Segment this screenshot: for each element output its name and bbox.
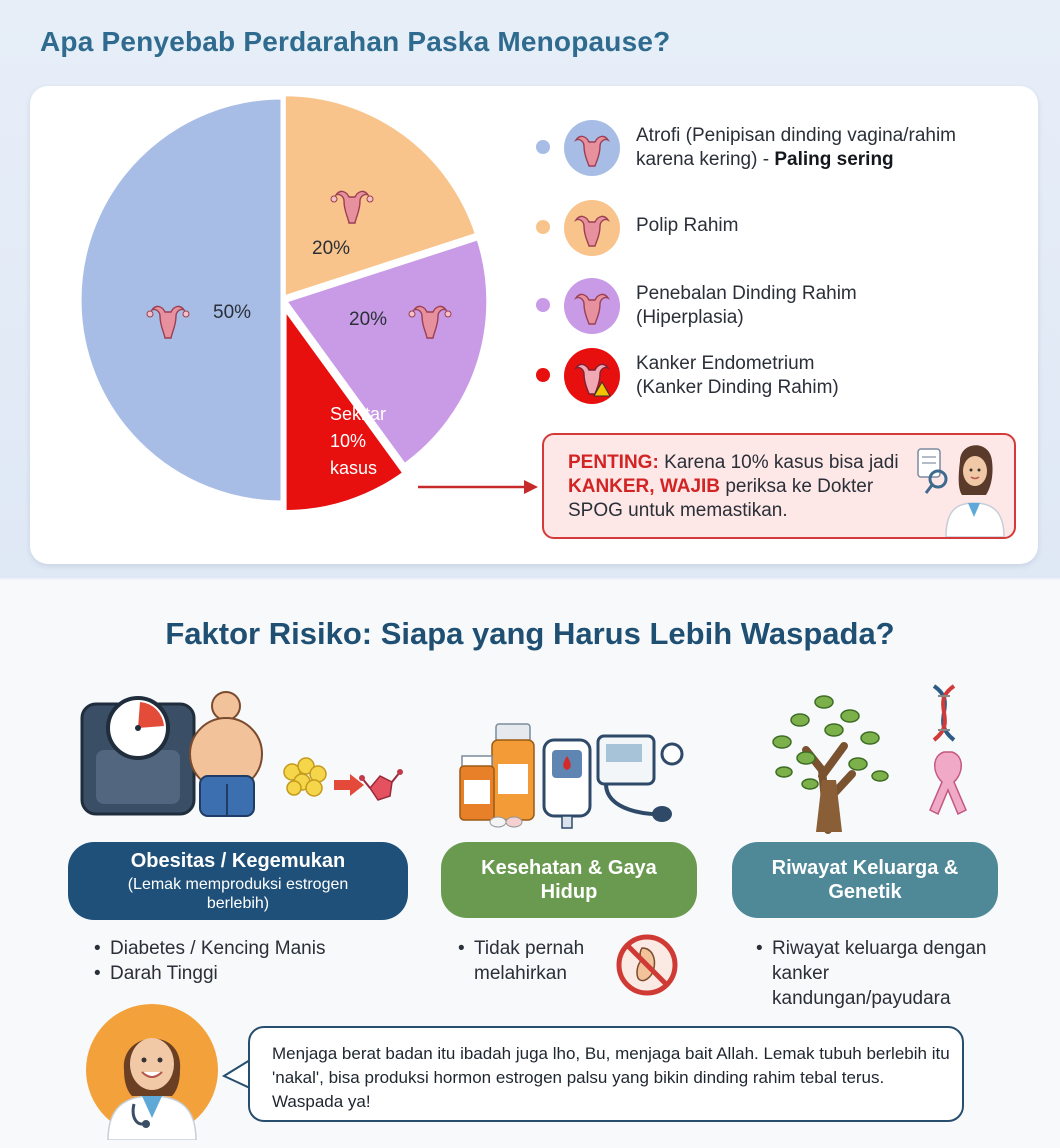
legend-item-kanker (536, 348, 839, 404)
legend-dot (536, 298, 550, 312)
pie-label-hiperplasia: 20% (349, 309, 388, 330)
risk-factors-section (0, 580, 1060, 1148)
overweight-person-icon (190, 692, 262, 816)
family-tree-icon (773, 696, 888, 832)
pill-obesitas-subtitle: (Lemak memproduksi estrogen berlebih) (127, 876, 349, 912)
fat-cells-icon (284, 758, 326, 796)
legend-text-kanker-1: Kanker Endometrium (636, 353, 815, 374)
weighing-scale-icon (82, 698, 194, 814)
warning-part1: Karena 10% kasus bisa jadi (664, 452, 899, 473)
no-pregnancy-icon (614, 932, 680, 998)
warning-text (568, 451, 928, 523)
pill-riwayat (732, 842, 998, 918)
causes-title: Apa Penyebab Perdarahan Paska Menopause? (40, 26, 671, 57)
legend-dot (536, 368, 550, 382)
legend-text-hiperplasia-2: (Hiperplasia) (636, 307, 744, 328)
pill-kesehatan (441, 842, 697, 918)
pink-ribbon-icon (930, 752, 966, 814)
medicine-bottles-icon (460, 724, 534, 827)
pie-label-kanker-1: Sekitar (330, 404, 387, 424)
uterus-icon (564, 200, 620, 256)
dna-icon (934, 686, 954, 740)
list-item: • Riwayat keluarga dengan kanker kandungan/payudara (752, 936, 1002, 1011)
warning-label: PENTING: (568, 452, 659, 473)
legend-label-polip: Polip Rahim (636, 215, 739, 236)
legend-dot (536, 140, 550, 154)
uterus-icon (564, 120, 620, 176)
doctor-icon (916, 433, 1008, 537)
pie-slices (80, 95, 488, 512)
risk-factors-title: Faktor Risiko: Siapa yang Harus Lebih Waspada? (165, 616, 895, 651)
list-item: • Tidak pernah melahirkan (454, 936, 604, 986)
legend-label-kanker (636, 348, 839, 400)
uterus-icon (564, 278, 620, 334)
pie-label-atrofi: 50% (213, 302, 252, 323)
arrow-head (524, 480, 538, 494)
doctor-avatar (84, 1000, 220, 1140)
kesehatan-bullets (454, 936, 604, 986)
obesity-illustration (78, 690, 408, 820)
pie-label-kanker-2: 10% (330, 431, 367, 451)
estrogen-molecule-icon (359, 769, 403, 800)
pill-obesitas (68, 842, 408, 920)
legend-text-kanker-2: (Kanker Dinding Rahim) (636, 377, 839, 398)
legend-item-atrofi (536, 120, 1006, 176)
legend-item-polip (536, 200, 738, 256)
family-genetics-illustration (760, 680, 980, 840)
legend-label-hiperplasia (636, 278, 857, 330)
speech-text: Menjaga berat badan itu ibadah juga lho, Bu, menjaga bait Allah. Lemak tubuh berlebih itu 'nakal', bisa produksi hormon estrogen palsu yang bikin dinding rahim tebal terus. Waspada ya! (272, 1044, 950, 1111)
pill-riwayat-title: Riwayat Keluarga & Genetik (771, 857, 959, 903)
pie-label-kanker-3: kasus (330, 458, 378, 478)
warning-box (542, 433, 1016, 539)
glucometer-icon (544, 740, 590, 828)
legend-item-hiperplasia (536, 278, 857, 334)
warning-kanker: KANKER, (568, 476, 655, 497)
pill-obesitas-title: Obesitas / Kegemukan (130, 850, 346, 872)
obesitas-bullets (90, 936, 410, 986)
legend-emphasis-paling-sering: Paling sering (774, 149, 894, 170)
riwayat-bullets (752, 936, 1002, 1011)
warning-part2: periksa ke Dokter SPOG untuk memastikan. (568, 476, 874, 521)
list-item: • Darah Tinggi (90, 961, 410, 986)
health-lifestyle-illustration (456, 720, 686, 830)
legend-label-atrofi (636, 120, 1006, 172)
pie-slice (80, 98, 282, 502)
pie-label-polip: 20% (312, 238, 351, 259)
legend-text-hiperplasia-1: Penebalan Dinding Rahim (636, 283, 857, 304)
speech-bubble (248, 1026, 964, 1122)
list-item: • Diabetes / Kencing Manis (90, 936, 410, 961)
warning-wajib: WAJIB (659, 476, 721, 497)
pill-kesehatan-title: Kesehatan & Gaya Hidup (481, 857, 657, 903)
blood-pressure-monitor-icon (598, 736, 682, 822)
legend-dot (536, 220, 550, 234)
uterus-warning-icon (564, 348, 620, 404)
legend-text-atrofi: Atrofi (Penipisan dinding vagina/rahim karena kering) - (636, 125, 957, 170)
